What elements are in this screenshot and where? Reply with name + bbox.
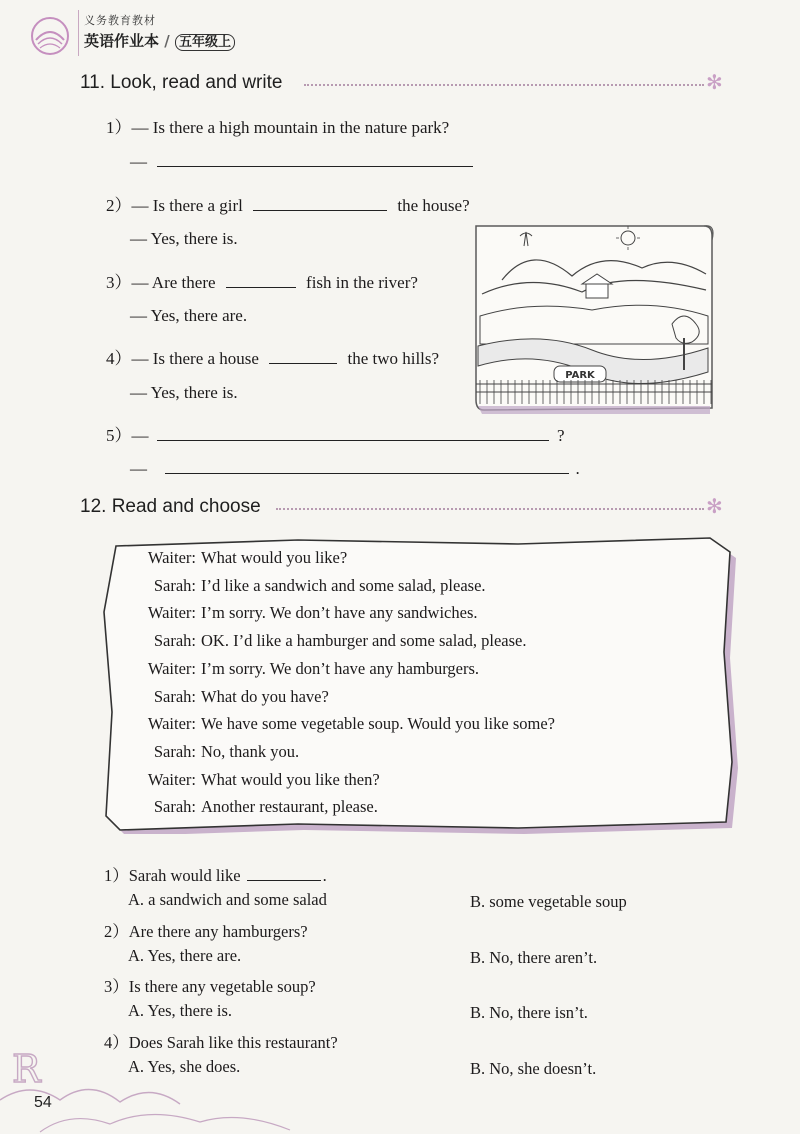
section-12-dotted-rule — [276, 508, 704, 510]
dialog-line — [136, 797, 378, 817]
option-a[interactable]: A. Yes, there are. — [128, 946, 242, 965]
page-number: 54 — [34, 1094, 52, 1111]
option-a[interactable]: A. Yes, there is. — [128, 1001, 233, 1020]
dialog-utterance: What would you like then? — [201, 769, 380, 789]
option-b[interactable]: B. No, there isn’t. — [470, 1003, 588, 1022]
header-divider — [78, 10, 79, 56]
option-b[interactable]: B. No, there aren’t. — [470, 948, 598, 967]
q11-5: 5）— ? — [106, 426, 565, 445]
q11-5-reply: — . — [130, 459, 580, 478]
dialog-line — [136, 742, 299, 762]
answer-blank[interactable] — [269, 349, 337, 364]
book-title: 英语作业本 / 五年级上 — [84, 30, 235, 51]
dialog-speaker: Sarah: — [153, 631, 196, 651]
question-text: Is there any vegetable soup? — [128, 977, 316, 996]
q11-4-reply: — Yes, there is. — [130, 383, 238, 402]
option-b[interactable]: B. some vegetable soup — [470, 892, 627, 911]
dialog-speaker: Waiter: — [147, 769, 196, 789]
dialog-speaker: Waiter: — [147, 548, 196, 567]
section-11-dotted-rule — [304, 84, 704, 86]
question-2 — [104, 918, 308, 942]
dialog-line — [136, 631, 526, 651]
series-name: 义务教育教材 — [84, 14, 156, 27]
q11-3: 3）— Are there fish in the river? — [106, 273, 418, 292]
q11-2-reply: — Yes, there is. — [130, 229, 238, 248]
section-12-title: 12. Read and choose — [80, 496, 261, 517]
question-3 — [104, 973, 316, 997]
option-a[interactable]: A. Yes, she does. — [128, 1057, 241, 1076]
publisher-logo-icon — [28, 14, 72, 58]
question-number: 4） — [104, 1033, 129, 1052]
dialog-speaker: Sarah: — [153, 741, 196, 761]
dialog-utterance: I’m sorry. We don’t have any sandwiches. — [201, 603, 478, 623]
dialog-line — [136, 603, 478, 623]
dialog-speaker: Sarah: — [153, 575, 196, 595]
question-number: 2） — [104, 922, 129, 941]
option-b[interactable]: B. No, she doesn’t. — [470, 1059, 597, 1078]
question-text: Sarah would like — [128, 866, 241, 885]
dialog-speaker: Sarah: — [153, 797, 196, 817]
answer-blank[interactable] — [226, 273, 296, 288]
answer-blank[interactable] — [157, 152, 473, 167]
question-number: 1） — [104, 866, 129, 885]
section-11-title: 11. Look, read and write — [80, 72, 283, 93]
answer-blank[interactable] — [157, 426, 549, 441]
flower-icon: ✻ — [706, 496, 723, 518]
dialog-utterance: No, thank you. — [201, 741, 300, 761]
dialog-utterance: What would you like? — [201, 548, 348, 567]
dialog-speaker: Waiter: — [147, 714, 196, 734]
question-text: Does Sarah like this restaurant? — [128, 1033, 338, 1052]
dialog-utterance: We have some vegetable soup. Would you like some? — [201, 714, 555, 734]
dialog-line — [136, 714, 555, 734]
book-name: 英语作业本 — [84, 32, 160, 50]
flower-icon: ✻ — [706, 72, 723, 94]
answer-blank[interactable] — [247, 866, 321, 881]
grade-label: 五年级上 — [175, 34, 235, 51]
question-tail: . — [322, 866, 327, 885]
dialog-line — [136, 659, 479, 679]
dialog-line — [136, 770, 380, 790]
dialog-speaker: Waiter: — [147, 603, 196, 623]
dialog-speaker: Waiter: — [147, 658, 196, 678]
svg-text:R: R — [12, 1047, 41, 1091]
question-1 — [104, 862, 327, 886]
dialog-utterance: I’d like a sandwich and some salad, please. — [201, 575, 486, 595]
corner-decoration — [0, 1020, 300, 1134]
dialog-utterance: Another restaurant, please. — [201, 797, 378, 817]
dialog-line — [136, 576, 486, 596]
option-a[interactable]: A. a sandwich and some salad — [128, 890, 327, 909]
q11-4: 4）— Is there a house the two hills? — [106, 349, 440, 368]
nature-park-picture — [472, 220, 716, 416]
dialog-utterance: OK. I’d like a hamburger and some salad, please. — [201, 631, 527, 651]
q11-2: 2）— Is there a girl the house? — [106, 196, 470, 215]
q11-3-reply: — Yes, there are. — [130, 306, 248, 325]
question-text: Are there any hamburgers? — [128, 922, 308, 941]
answer-blank[interactable] — [165, 459, 569, 474]
answer-blank[interactable] — [253, 196, 387, 211]
park-sign-text: PARK — [565, 370, 595, 381]
question-number: 3） — [104, 977, 129, 996]
q11-1: 1）— Is there a high mountain in the nature park? — [106, 118, 450, 137]
dialog-utterance: What do you have? — [201, 686, 329, 706]
q11-1-answer: — — [130, 152, 473, 172]
dialog-utterance: I’m sorry. We don’t have any hamburgers. — [201, 658, 480, 678]
dialog-line — [136, 548, 347, 568]
dialog-line — [136, 687, 329, 707]
dialog-speaker: Sarah: — [153, 686, 196, 706]
